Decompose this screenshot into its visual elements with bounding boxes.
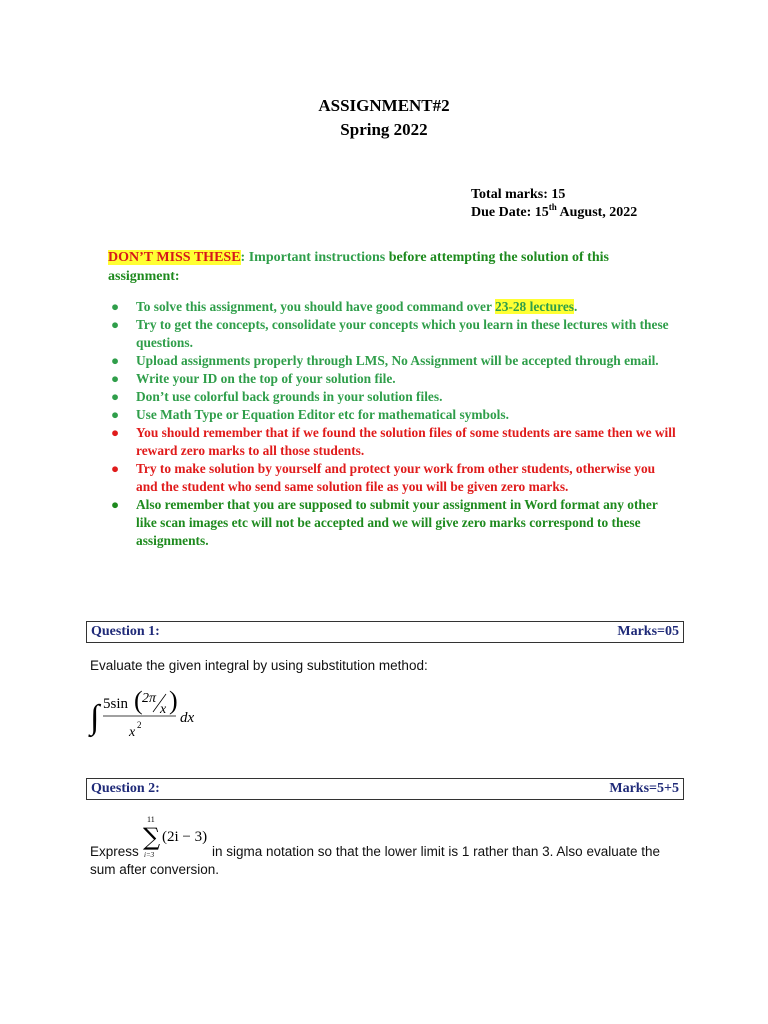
denominator-base: x <box>129 725 136 740</box>
question-2-marks: Marks=5+5 <box>609 781 679 796</box>
bullet-icon: ● <box>111 497 120 512</box>
rule-item: ● Write your ID on the top of your solution file. <box>111 371 396 386</box>
integral-sign: ∫ <box>90 699 100 736</box>
sigma-upper: 11 <box>147 815 155 824</box>
dont-miss-label: DON’T MISS THESE <box>108 250 241 265</box>
question-2-header <box>86 778 684 800</box>
rule-item: ● Try to get the concepts, consolidate your concepts which you learn in these lectures with these questions. <box>111 317 669 350</box>
question-1-label: Question 1: <box>91 624 160 639</box>
due-date: Due Date: 15th August, 2022 <box>471 202 638 220</box>
question-1-header <box>86 621 684 643</box>
bullet-icon: ● <box>111 407 120 422</box>
bullet-icon: ● <box>111 371 120 386</box>
integral-expression <box>88 682 218 742</box>
question-2-label: Question 2: <box>91 781 160 796</box>
rule-item: ● Try to make solution by yourself and protect your work from other students, otherwise you and the student who send same solution file as you will be given zero marks. <box>111 461 656 494</box>
numerator-sin: 5sin <box>103 696 129 712</box>
sigma-lower: i=3 <box>144 851 155 859</box>
arg-numerator: 2π <box>142 691 157 706</box>
bullet-icon: ● <box>111 353 120 368</box>
bullet-icon: ● <box>111 299 120 314</box>
assignment-term: Spring 2022 <box>340 120 428 139</box>
rule-item: ● Upload assignments properly through LMS, No Assignment will be accepted through email. <box>111 353 659 368</box>
bullet-icon: ● <box>111 425 120 440</box>
differential: dx <box>180 710 195 726</box>
rule-item: ● Also remember that you are supposed to submit your assignment in Word format any other like scan images etc will not be accepted and we will give zero marks correspond to these assignments. <box>111 497 658 548</box>
rules-list <box>108 298 678 550</box>
express-word: Express <box>90 844 139 859</box>
svg-text:(: ( <box>134 686 143 715</box>
rule-item: ● To solve this assignment, you should have good command over 23-28 lectures. <box>111 299 578 314</box>
rule-item: ● You should remember that if we found the solution files of some students are same then we will reward zero marks to all those students. <box>111 425 676 458</box>
total-marks: Total marks: 15 <box>471 187 566 202</box>
bullet-icon: ● <box>111 389 120 404</box>
question-2-text-line2: sum after conversion. <box>90 862 220 877</box>
bullet-icon: ● <box>111 461 120 476</box>
lectures-highlight: 23-28 lectures <box>495 299 574 314</box>
svg-text:): ) <box>169 686 178 715</box>
question-2-text: in sigma notation so that the lower limit is 1 rather than 3. Also evaluate the <box>212 844 660 859</box>
question-1-marks: Marks=05 <box>617 624 679 639</box>
arg-denominator: x <box>160 702 167 717</box>
assignment-title: ASSIGNMENT#2 <box>318 96 450 115</box>
instructions-intro: DON’T MISS THESE: Important instructions before attempting the solution of this assignment: <box>108 250 609 284</box>
bullet-icon: ● <box>111 317 120 332</box>
sigma-sign: ∑ <box>143 823 161 851</box>
rule-item: ● Don’t use colorful back grounds in your solution files. <box>111 389 443 404</box>
sigma-term: (2i − 3) <box>162 829 208 845</box>
sigma-expression <box>138 812 212 860</box>
question-1-text: Evaluate the given integral by using substitution method: <box>90 658 428 673</box>
rule-item: ● Use Math Type or Equation Editor etc for mathematical symbols. <box>111 407 509 422</box>
denominator-exp: 2 <box>137 720 142 730</box>
important-instructions: Important instructions <box>248 250 386 265</box>
